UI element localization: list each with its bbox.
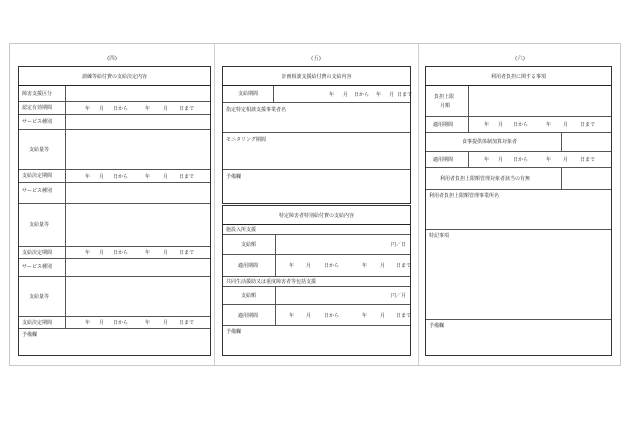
unit-yen-per-day: 円／日 (391, 242, 407, 248)
row-service-type-1 (19, 115, 210, 130)
row-applicable-period-right-1 (426, 117, 611, 133)
page-number-4: (四) (107, 56, 117, 62)
divider (65, 115, 66, 129)
label-decision-period: 支給決定期間 (22, 173, 53, 179)
date-until: 日まで (397, 91, 413, 98)
row-notes-right (426, 320, 611, 355)
divider (65, 247, 66, 258)
row-applicable-period-1 (223, 255, 410, 277)
label-applicable-period: 適用期間 (433, 157, 454, 163)
label-designated-office: 指定特定相談支援事業者名 (226, 107, 287, 113)
right-header-row (426, 67, 611, 86)
row-monitoring-period (223, 133, 410, 170)
date-year: 年 (546, 122, 552, 128)
label-payment-amount: 支給額 (241, 242, 257, 248)
date-year: 年 (362, 263, 368, 269)
date-from: 日から (324, 312, 340, 319)
page-number-6: (六) (515, 56, 525, 62)
date-year: 年 (376, 91, 382, 98)
page-number-5: (五) (311, 56, 321, 62)
label-notes: 予備欄 (429, 323, 445, 329)
label-facility-support: 施設入所支援 (226, 227, 257, 233)
date-year: 年 (145, 320, 151, 326)
applicable-date-range (484, 152, 595, 167)
label-upper-limit-applicable: 利用者負担上限額管理対象者該当の有無 (440, 176, 531, 182)
row-decision-period-2 (19, 247, 210, 259)
date-year: 年 (289, 312, 295, 319)
divider (468, 117, 469, 132)
label-applicable-period: 適用期間 (238, 263, 259, 269)
row-decision-period-1 (19, 170, 210, 183)
applicable-date-range (484, 117, 595, 132)
date-until: 日まで (580, 122, 596, 128)
middle-header-row (223, 67, 410, 86)
date-year: 年 (362, 312, 368, 319)
divider (65, 183, 66, 203)
date-year: 年 (484, 122, 490, 128)
row-upper-limit-office (426, 190, 611, 230)
row-notes-middle-2 (223, 326, 410, 355)
date-year: 年 (85, 105, 91, 112)
label-monitoring-period: モニタリング期間 (226, 137, 266, 143)
date-from: 日から (513, 157, 529, 163)
date-month: 月 (99, 105, 105, 112)
row-service-type-3 (19, 259, 210, 277)
label-support-amount: 支給量等 (29, 147, 50, 153)
divider (65, 170, 66, 182)
divider (561, 168, 562, 189)
certified-date-range (85, 102, 194, 114)
row-special-notes (426, 230, 611, 320)
date-month: 月 (163, 250, 169, 256)
middle-header: 計画相談支援給付費の支給内容 (281, 73, 352, 80)
row-applicable-period-right-2 (426, 152, 611, 168)
date-month: 月 (99, 250, 105, 256)
label-monthly: 月額 (440, 103, 451, 109)
divider (273, 86, 274, 102)
divider (65, 130, 66, 169)
row-facility-support (223, 225, 410, 235)
date-month: 月 (389, 91, 395, 98)
divider (468, 152, 469, 167)
date-until: 日まで (396, 312, 412, 319)
date-month: 月 (163, 105, 169, 112)
date-from: 日から (324, 263, 340, 269)
row-meal-subsidy (426, 133, 611, 152)
decision-date-range (85, 170, 194, 182)
row-payment-amount-2 (223, 287, 410, 305)
label-disability-class: 障害支援区分 (22, 91, 53, 97)
page-divider-left (214, 44, 215, 365)
middle-header2: 特定障害者特別給付費の支給内容 (278, 212, 354, 219)
date-year: 年 (484, 157, 490, 163)
label-applicable-period: 適用期間 (433, 122, 454, 128)
label-burden-limit: 負担上限 (434, 94, 455, 100)
label-decision-period: 支給決定期間 (22, 250, 53, 256)
date-year: 年 (145, 173, 151, 180)
panel-user-burden (425, 66, 612, 356)
row-notes-middle (223, 170, 410, 203)
left-header-row (19, 67, 210, 86)
date-until: 日まで (179, 105, 195, 112)
date-year: 年 (329, 91, 335, 98)
date-month: 月 (498, 157, 504, 163)
label-group-home-support: 共同生活援助又は重度障害者等包括支援 (226, 279, 317, 285)
date-month: 月 (563, 122, 569, 128)
applicable-date-range (289, 255, 411, 276)
panel-plan-consultation (222, 66, 411, 204)
middle-header2-row (223, 206, 410, 225)
divider (65, 86, 66, 101)
date-year: 年 (289, 263, 295, 269)
row-support-amount-3 (19, 277, 210, 317)
date-month: 月 (163, 173, 169, 180)
date-year: 年 (145, 105, 151, 112)
date-month: 月 (306, 263, 312, 269)
date-month: 月 (498, 122, 504, 128)
date-month: 月 (99, 320, 105, 326)
row-designated-office (223, 103, 410, 133)
divider (275, 287, 276, 304)
divider (65, 277, 66, 316)
date-month: 月 (99, 173, 105, 180)
decision-date-range (85, 247, 194, 258)
unit-yen-per-month: 円／月 (391, 293, 407, 299)
divider (65, 102, 66, 114)
row-support-amount-1 (19, 130, 210, 170)
date-from: 日から (113, 173, 129, 180)
divider (561, 133, 562, 151)
date-until: 日まで (179, 250, 195, 256)
date-until: 日まで (179, 173, 195, 180)
right-header: 利用者負担に関する事項 (490, 73, 546, 80)
label-notes: 予備欄 (226, 329, 242, 335)
label-notes: 予備欄 (22, 332, 38, 338)
date-until: 日まで (396, 263, 412, 269)
row-disability-class (19, 86, 210, 102)
date-from: 日から (354, 91, 370, 98)
label-meal-subsidy: 食事提供体制加算対象者 (462, 139, 518, 145)
left-header: 訓練等給付費の支給決定内容 (81, 73, 147, 80)
label-support-amount: 支給量等 (29, 222, 50, 228)
date-year: 年 (546, 157, 552, 163)
date-from: 日から (113, 320, 129, 326)
row-group-home-support (223, 277, 410, 287)
label-certified-period: 認定有効期間 (22, 105, 53, 111)
label-service-type: サービス種別 (22, 188, 53, 194)
divider (275, 255, 276, 276)
certificate-sheet (9, 43, 621, 366)
panel-special-benefits (222, 205, 411, 356)
label-payment-amount: 支給額 (241, 293, 257, 299)
divider (65, 317, 66, 328)
row-support-amount-2 (19, 204, 210, 247)
page-divider-right (418, 44, 419, 365)
date-month: 月 (563, 157, 569, 163)
label-service-type: サービス種別 (22, 119, 53, 125)
divider (65, 204, 66, 246)
row-upper-limit-applicable (426, 168, 611, 190)
divider (275, 305, 276, 325)
panel-training-benefits (18, 66, 211, 356)
row-support-period (223, 86, 413, 103)
applicable-date-range (289, 305, 411, 325)
date-year: 年 (85, 320, 91, 326)
date-month: 月 (306, 312, 312, 319)
divider (65, 259, 66, 276)
date-from: 日から (113, 105, 129, 112)
decision-date-range (85, 317, 194, 328)
label-special-notes: 特記事項 (429, 233, 450, 239)
label-upper-limit-office: 利用者負担上限額管理事業所名 (429, 193, 500, 199)
row-decision-period-3 (19, 317, 210, 329)
divider (468, 86, 469, 116)
divider (275, 235, 276, 254)
date-until: 日まで (580, 157, 596, 163)
row-service-type-2 (19, 183, 210, 204)
row-applicable-period-2 (223, 305, 410, 326)
label-decision-period: 支給決定期間 (22, 320, 53, 326)
date-year: 年 (85, 250, 91, 256)
date-month: 月 (343, 91, 349, 98)
label-applicable-period: 適用期間 (238, 313, 259, 319)
date-from: 日から (513, 122, 529, 128)
date-until: 日まで (179, 320, 195, 326)
date-month: 月 (163, 320, 169, 326)
row-notes (19, 329, 210, 355)
row-payment-amount-1 (223, 235, 410, 255)
row-burden-limit (426, 86, 611, 117)
date-month: 月 (380, 312, 386, 319)
label-notes: 予備欄 (226, 174, 242, 180)
label-service-type: サービス種別 (22, 264, 53, 270)
date-month: 月 (380, 263, 386, 269)
date-year: 年 (145, 250, 151, 256)
label-support-period: 支給期間 (238, 91, 259, 97)
row-certified-period (19, 102, 210, 115)
support-date-range (329, 86, 412, 102)
date-year: 年 (85, 173, 91, 180)
label-support-amount: 支給量等 (29, 294, 50, 300)
date-from: 日から (113, 250, 129, 256)
